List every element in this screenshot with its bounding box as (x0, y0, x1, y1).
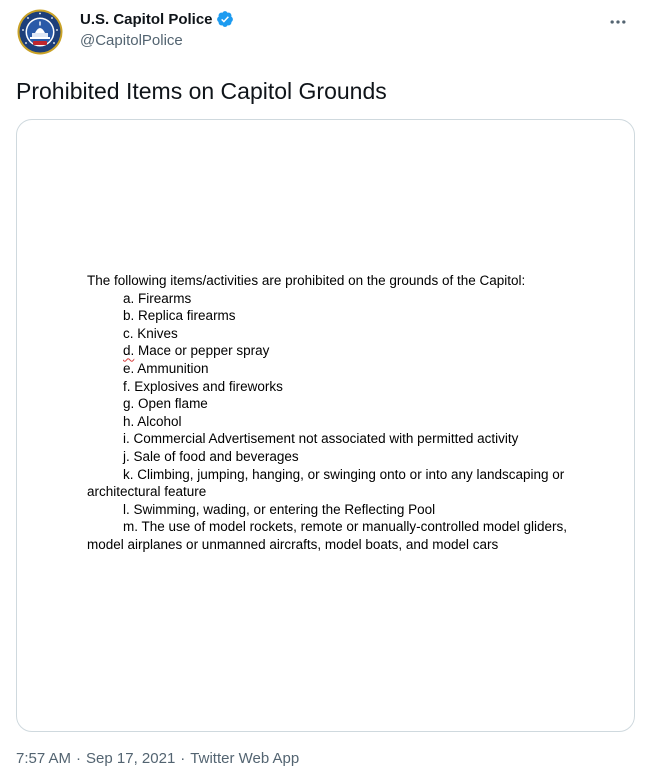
more-options-button[interactable] (602, 10, 634, 34)
tweet-header (16, 8, 634, 60)
tweet-time[interactable]: 7:57 AM (16, 750, 72, 767)
avatar[interactable] (16, 8, 64, 56)
list-item: e. Ammunition (123, 360, 209, 376)
prohibited-items-list (87, 290, 567, 554)
metadata-separator: · (76, 750, 82, 767)
display-name-row (80, 9, 234, 29)
list-item: f. Explosives and fireworks (123, 378, 283, 394)
metadata-separator: · (180, 750, 186, 767)
list-item: m. The use of model rockets, remote or manually-controlled model gliders, model airplanes or unmanned aircrafts, model boats, and model cars (87, 519, 567, 552)
list-item: c. Knives (123, 325, 178, 341)
list-item: h. Alcohol (123, 413, 182, 429)
list-item: a. Firearms (123, 290, 192, 306)
more-horizontal-icon (608, 12, 628, 32)
tweet-text: Prohibited Items on Capitol Grounds (16, 78, 387, 104)
list-item: g. Open flame (123, 396, 208, 412)
list-item: j. Sale of food and beverages (123, 448, 299, 464)
list-item: k. Climbing, jumping, hanging, or swinging onto or into any landscaping or architectural feature (87, 466, 565, 500)
list-item: l. Swimming, wading, or entering the Reflecting Pool (123, 501, 436, 517)
list-item: i. Commercial Advertisement not associated with permitted activity (123, 431, 519, 447)
author-block (80, 9, 234, 49)
media-image[interactable] (16, 119, 635, 732)
tweet-metadata (16, 750, 299, 767)
capitol-police-seal-icon (16, 8, 64, 56)
document-intro: The following items/activities are prohibited on the grounds of the Capitol: (87, 273, 526, 288)
author-display-name[interactable]: U.S. Capitol Police (80, 10, 213, 28)
list-item: b. Replica firearms (123, 308, 236, 324)
tweet-date[interactable]: Sep 17, 2021 (86, 750, 176, 767)
verified-badge-icon (216, 10, 234, 28)
prohibited-items-document (87, 272, 567, 554)
list-item: d. Mace or pepper spray (123, 343, 270, 359)
author-handle[interactable]: @CapitolPolice (80, 32, 183, 49)
tweet-source[interactable]: Twitter Web App (190, 750, 300, 767)
